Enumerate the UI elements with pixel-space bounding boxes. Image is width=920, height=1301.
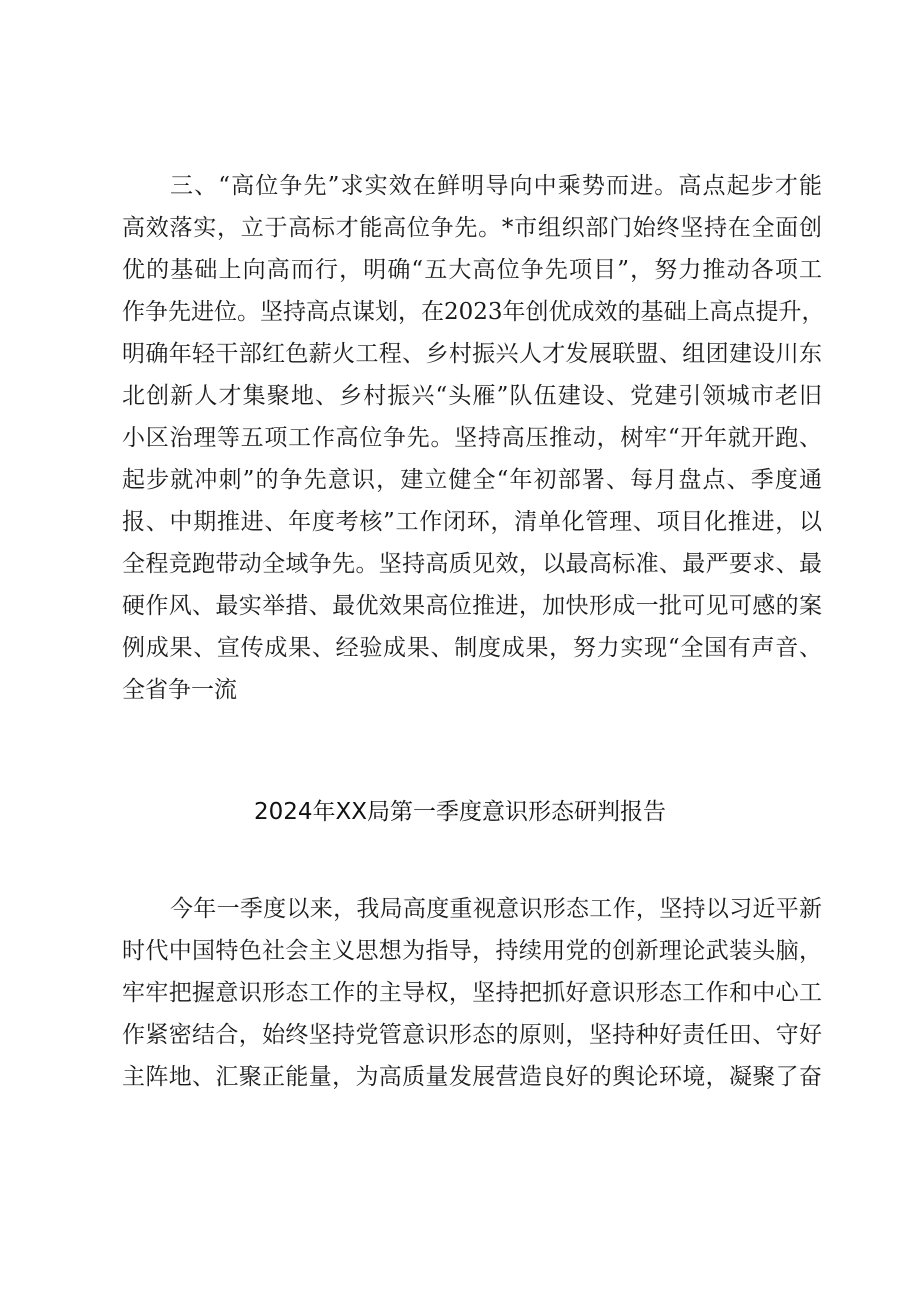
paragraph-line: 例成果、宣传成果、经验成果、制度成果，努力实现“全国有声音、 [122,635,822,661]
paragraph-line: 全省争一流 [122,677,237,703]
paragraph-line: 主阵地、汇聚正能量，为高质量发展营造良好的舆论环境，凝聚了奋 [122,1064,822,1090]
paragraph-line: 硬作风、最实举措、最优效果高位推进，加快形成一批可见可感的案 [122,593,822,619]
paragraph-line: 作争先进位。坚持高点谋划，在2023年创优成效的基础上高点提升， [122,299,825,325]
paragraph-line: 优的基础上向高而行，明确“五大高位争先项目”，努力推动各项工 [122,257,822,283]
report-intro-paragraph [122,888,822,1098]
paragraph-line: 三、“高位争先”求实效在鲜明导向中乘势而进。高点起步才能 [170,173,822,199]
paragraph-line: 报、中期推进、年度考核”工作闭环，清单化管理、项目化推进，以 [122,509,822,535]
paragraph-line: 全程竞跑带动全域争先。坚持高质见效，以最高标准、最严要求、最 [122,551,822,577]
paragraph-line: 牢牢把握意识形态工作的主导权，坚持把抓好意识形态工作和中心工 [122,980,822,1006]
section-three-paragraph [122,165,825,711]
paragraph-line: 作紧密结合，始终坚持党管意识形态的原则，坚持种好责任田、守好 [122,1022,822,1048]
paragraph-line: 起步就冲刺”的争先意识，建立健全“年初部署、每月盘点、季度通 [122,467,822,493]
paragraph-line: 高效落实，立于高标才能高位争先。*市组织部门始终坚持在全面创 [122,215,822,241]
report-title: 2024年XX局第一季度意识形态研判报告 [253,799,667,825]
paragraph-line: 明确年轻干部红色薪火工程、乡村振兴人才发展联盟、组团建设川东 [122,341,822,367]
paragraph-line: 小区治理等五项工作高位争先。坚持高压推动，树牢“开年就开跑、 [122,425,822,451]
paragraph-line: 时代中国特色社会主义思想为指导，持续用党的创新理论武装头脑， [122,938,822,964]
paragraph-line: 北创新人才集聚地、乡村振兴“头雁”队伍建设、党建引领城市老旧 [122,383,822,409]
paragraph-line: 今年一季度以来，我局高度重视意识形态工作，坚持以习近平新 [170,896,822,922]
